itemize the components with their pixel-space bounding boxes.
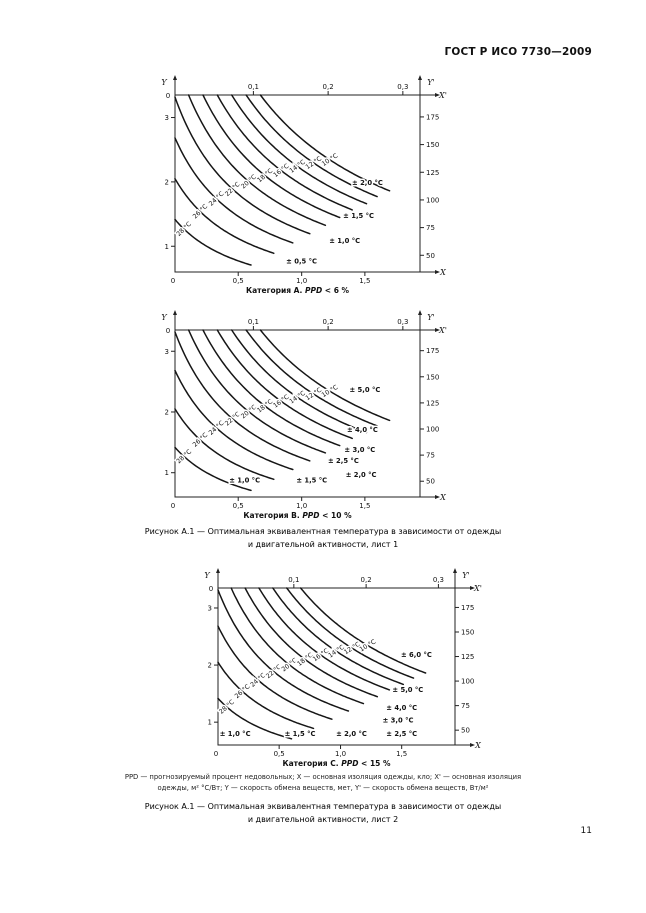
chart-category-c: [163, 563, 508, 788]
tick-label-y2: 175: [426, 347, 440, 356]
axis-label-x2: X': [439, 326, 447, 335]
chart-a-caption: [175, 286, 420, 295]
curve-temperature-label: 10 °С: [320, 152, 340, 168]
ppd-symbol: PPD: [302, 511, 320, 520]
tick-label-y2: 125: [426, 399, 440, 408]
axis-label-y2: Y': [427, 313, 435, 322]
tick-label-x: 0,5: [232, 277, 244, 285]
chart-category-a: [120, 70, 460, 310]
curve-temperature-label: 26 °С: [191, 203, 210, 221]
chart-c-caption-suffix: < 15 %: [358, 759, 391, 768]
curve-temperature-label: 26 °С: [233, 683, 252, 701]
footnote-line2: одежды, м² °С/Вт; Y — скорость обмена веществ, мет, Y' — скорость обмена веществ, Вт/м²: [157, 784, 489, 792]
curve-temperature-label: 14 °С: [288, 389, 307, 406]
curve-temperature-label: 12 °С: [304, 155, 324, 172]
tick-label-y2: 75: [426, 224, 435, 233]
tick-label-x: 0: [213, 750, 219, 758]
axis-arrowhead: [418, 310, 422, 315]
footnote-line1: PPD — прогнозируемый процент недовольных; X — основная изоляция одежды, кло; X' — основная изоляция: [124, 773, 522, 781]
curve-temperature-label: 14 °С: [288, 158, 307, 175]
curve-temperature-label: 16 °С: [272, 162, 291, 180]
figure-caption-line2: и двигательной активности, лист 1: [247, 540, 399, 549]
tick-label-y: 1: [164, 242, 169, 251]
tick-label-x2: 0,2: [322, 83, 334, 91]
tick-label-y2: 50: [426, 477, 435, 486]
axis-arrowhead: [216, 568, 220, 573]
axis-arrowhead: [453, 568, 457, 573]
axis-label-y2: Y': [462, 571, 470, 580]
curve-temperature-label: 20 °С: [239, 403, 259, 421]
tick-label-x: 0: [170, 502, 176, 510]
tolerance-label: ± 6,0 °С: [400, 651, 432, 660]
tolerance-label: ± 2,0 °С: [336, 729, 367, 738]
axis-arrowhead: [173, 75, 177, 80]
tick-label-y: 1: [207, 718, 212, 727]
tick-label-x: 1,5: [396, 750, 408, 758]
axis-label-y2: Y': [427, 78, 435, 87]
tick-label-y2: 75: [426, 451, 435, 460]
tick-label-y2: 100: [461, 677, 475, 686]
axis-label-x: X: [475, 741, 481, 750]
tick-label-y2: 100: [426, 196, 440, 205]
curve-temperature-label: 28 °С: [218, 698, 236, 716]
curve-temperature-label: 26 °С: [191, 431, 210, 449]
tolerance-label: ± 2,5 °С: [386, 729, 418, 738]
curve-temperature-label: 24 °С: [249, 671, 268, 689]
tick-label-y: 1: [164, 469, 169, 478]
chart-c-caption: [218, 759, 455, 768]
temperature-curve: [189, 95, 326, 225]
standard-header: ГОСТ Р ИСО 7730—2009: [444, 46, 592, 58]
tick-label-y2: 150: [426, 141, 440, 150]
axis-label-x: X: [440, 493, 446, 502]
tick-label-y2: 50: [461, 726, 470, 735]
curve-temperature-label: 14 °С: [327, 643, 346, 660]
curve-temperature-label: 22 °С: [264, 663, 283, 681]
tick-label-x2: 0,3: [432, 576, 444, 584]
tick-label-y: 2: [164, 408, 169, 417]
tolerance-label: ± 2,5 °С: [327, 456, 359, 465]
axis-label-y: Y: [161, 313, 167, 322]
tick-label-x: 1,0: [296, 502, 308, 510]
axis-label-y: Y: [161, 78, 167, 87]
tick-label-y: 3: [207, 604, 212, 613]
curve-temperature-label: 28 °С: [175, 220, 193, 238]
tick-label-x: 1,5: [359, 277, 371, 285]
tick-label-x2: 0,1: [247, 318, 259, 326]
curve-temperature-label: 24 °С: [207, 190, 226, 208]
tick-label-x2: 0,3: [397, 318, 409, 326]
curve-temperature-label: 16 °С: [272, 393, 291, 410]
tick-label-x2: 0,3: [397, 83, 409, 91]
temperature-curve: [246, 330, 377, 426]
tick-label-y2: 125: [426, 168, 440, 177]
tolerance-label: ± 2,0 °С: [345, 470, 377, 479]
chart-b-caption-prefix: Категория В.: [243, 511, 303, 520]
tick-label-y2: 175: [461, 603, 475, 612]
figure-caption-line1: Рисунок А.1 — Оптимальная эквивалентная температура в зависимости от одежды: [144, 527, 502, 536]
tick-label-x: 1,0: [296, 277, 308, 285]
curve-temperature-label: 18 °С: [256, 167, 275, 185]
curve-temperature-label: 20 °С: [280, 656, 299, 674]
curve-temperature-label: 12 °С: [342, 640, 362, 657]
chart-b-caption-suffix: < 10 %: [319, 511, 352, 520]
tick-label-x2: 0: [165, 92, 171, 100]
plot-frame: [218, 588, 455, 745]
curve-temperature-label: 24 °С: [207, 419, 226, 437]
tick-label-y: 2: [164, 178, 169, 187]
chart-category-b: [120, 305, 460, 540]
temperature-curve: [232, 95, 367, 204]
tolerance-label: ± 3,0 °С: [344, 446, 376, 455]
curve-temperature-label: 10 °С: [320, 383, 340, 400]
axis-label-y: Y: [204, 571, 210, 580]
plot-frame: [175, 330, 420, 497]
tick-label-y: 2: [207, 661, 212, 670]
tick-label-y2: 125: [461, 653, 475, 662]
tolerance-label: ± 1,0 °С: [229, 476, 261, 485]
tolerance-label: ± 1,5 °С: [343, 211, 375, 220]
figure-footnote: [40, 772, 606, 794]
axis-label-x: X: [440, 268, 446, 277]
axis-label-x2: X': [439, 91, 447, 100]
tolerance-label: ± 4,0 °С: [346, 426, 378, 435]
tick-label-x2: 0,2: [322, 318, 334, 326]
tick-label-x: 0: [170, 277, 176, 285]
curve-temperature-label: 12 °С: [304, 386, 324, 403]
curve-temperature-label: 22 °С: [223, 180, 242, 198]
curve-temperature-label: 28 °С: [175, 448, 194, 466]
chart-a-caption-prefix: Категория А.: [245, 286, 305, 295]
temperature-curve: [232, 330, 367, 433]
tick-label-y2: 100: [426, 425, 440, 434]
tolerance-label: ± 1,0 °С: [329, 237, 361, 246]
tick-label-y2: 175: [426, 113, 440, 122]
figure-caption-line1: Рисунок А.1 — Оптимальная эквивалентная температура в зависимости от одежды: [144, 802, 502, 811]
curve-temperature-label: 18 °С: [256, 398, 275, 415]
curve-temperature-label: 22 °С: [223, 410, 242, 428]
tolerance-label: ± 1,5 °С: [284, 729, 316, 738]
tolerance-label: ± 5,0 °С: [349, 385, 381, 394]
tick-label-x: 1,5: [359, 502, 371, 510]
tolerance-label: ± 1,0 °С: [219, 729, 251, 738]
axis-label-x2: X': [474, 584, 482, 593]
plot-frame: [175, 95, 420, 272]
curve-temperature-label: 16 °С: [311, 647, 331, 664]
page-number: 11: [580, 826, 592, 836]
axis-arrowhead: [418, 75, 422, 80]
tick-label-x: 0,5: [273, 750, 285, 758]
tolerance-label: ± 0,5 °С: [286, 257, 318, 266]
tolerance-label: ± 1,5 °С: [296, 476, 328, 485]
curve-temperature-label: 20 °С: [240, 173, 258, 191]
figure-caption-line2: и двигательной активности, лист 2: [247, 815, 399, 824]
tick-label-y2: 150: [461, 628, 475, 637]
ppd-symbol: PPD: [341, 759, 359, 768]
tick-label-x2: 0: [165, 327, 171, 335]
ppd-symbol: PPD: [304, 286, 323, 295]
tolerance-label: ± 2,0 °С: [352, 179, 383, 188]
tick-label-y: 3: [164, 114, 169, 123]
tick-label-y: 3: [164, 347, 169, 356]
tolerance-label: ± 3,0 °С: [382, 716, 414, 725]
chart-b-caption: [175, 511, 420, 520]
tick-label-x2: 0,1: [247, 83, 259, 91]
axis-arrowhead: [173, 310, 177, 315]
tolerance-label: ± 5,0 °С: [392, 685, 424, 694]
chart-c-caption-prefix: Категория С.: [282, 759, 342, 768]
tick-label-x: 1,0: [334, 750, 347, 758]
curve-temperature-label: 18 °С: [296, 651, 315, 668]
tick-label-x2: 0,2: [360, 576, 372, 584]
tick-label-x: 0,5: [232, 502, 244, 510]
tick-label-x2: 0: [208, 585, 214, 593]
chart-a-caption-suffix: < 6 %: [322, 286, 350, 295]
tolerance-label: ± 4,0 °С: [386, 704, 418, 713]
curve-temperature-label: 10 °С: [358, 638, 378, 654]
temperature-curve: [273, 588, 404, 684]
tick-label-y2: 150: [426, 373, 440, 382]
tick-label-x2: 0,1: [288, 576, 300, 584]
tick-label-y2: 75: [461, 702, 470, 711]
figure-caption-sheet2: [0, 800, 646, 826]
tick-label-y2: 50: [426, 251, 435, 260]
temperature-curve: [287, 588, 414, 678]
figure-caption-sheet1: [0, 525, 646, 551]
